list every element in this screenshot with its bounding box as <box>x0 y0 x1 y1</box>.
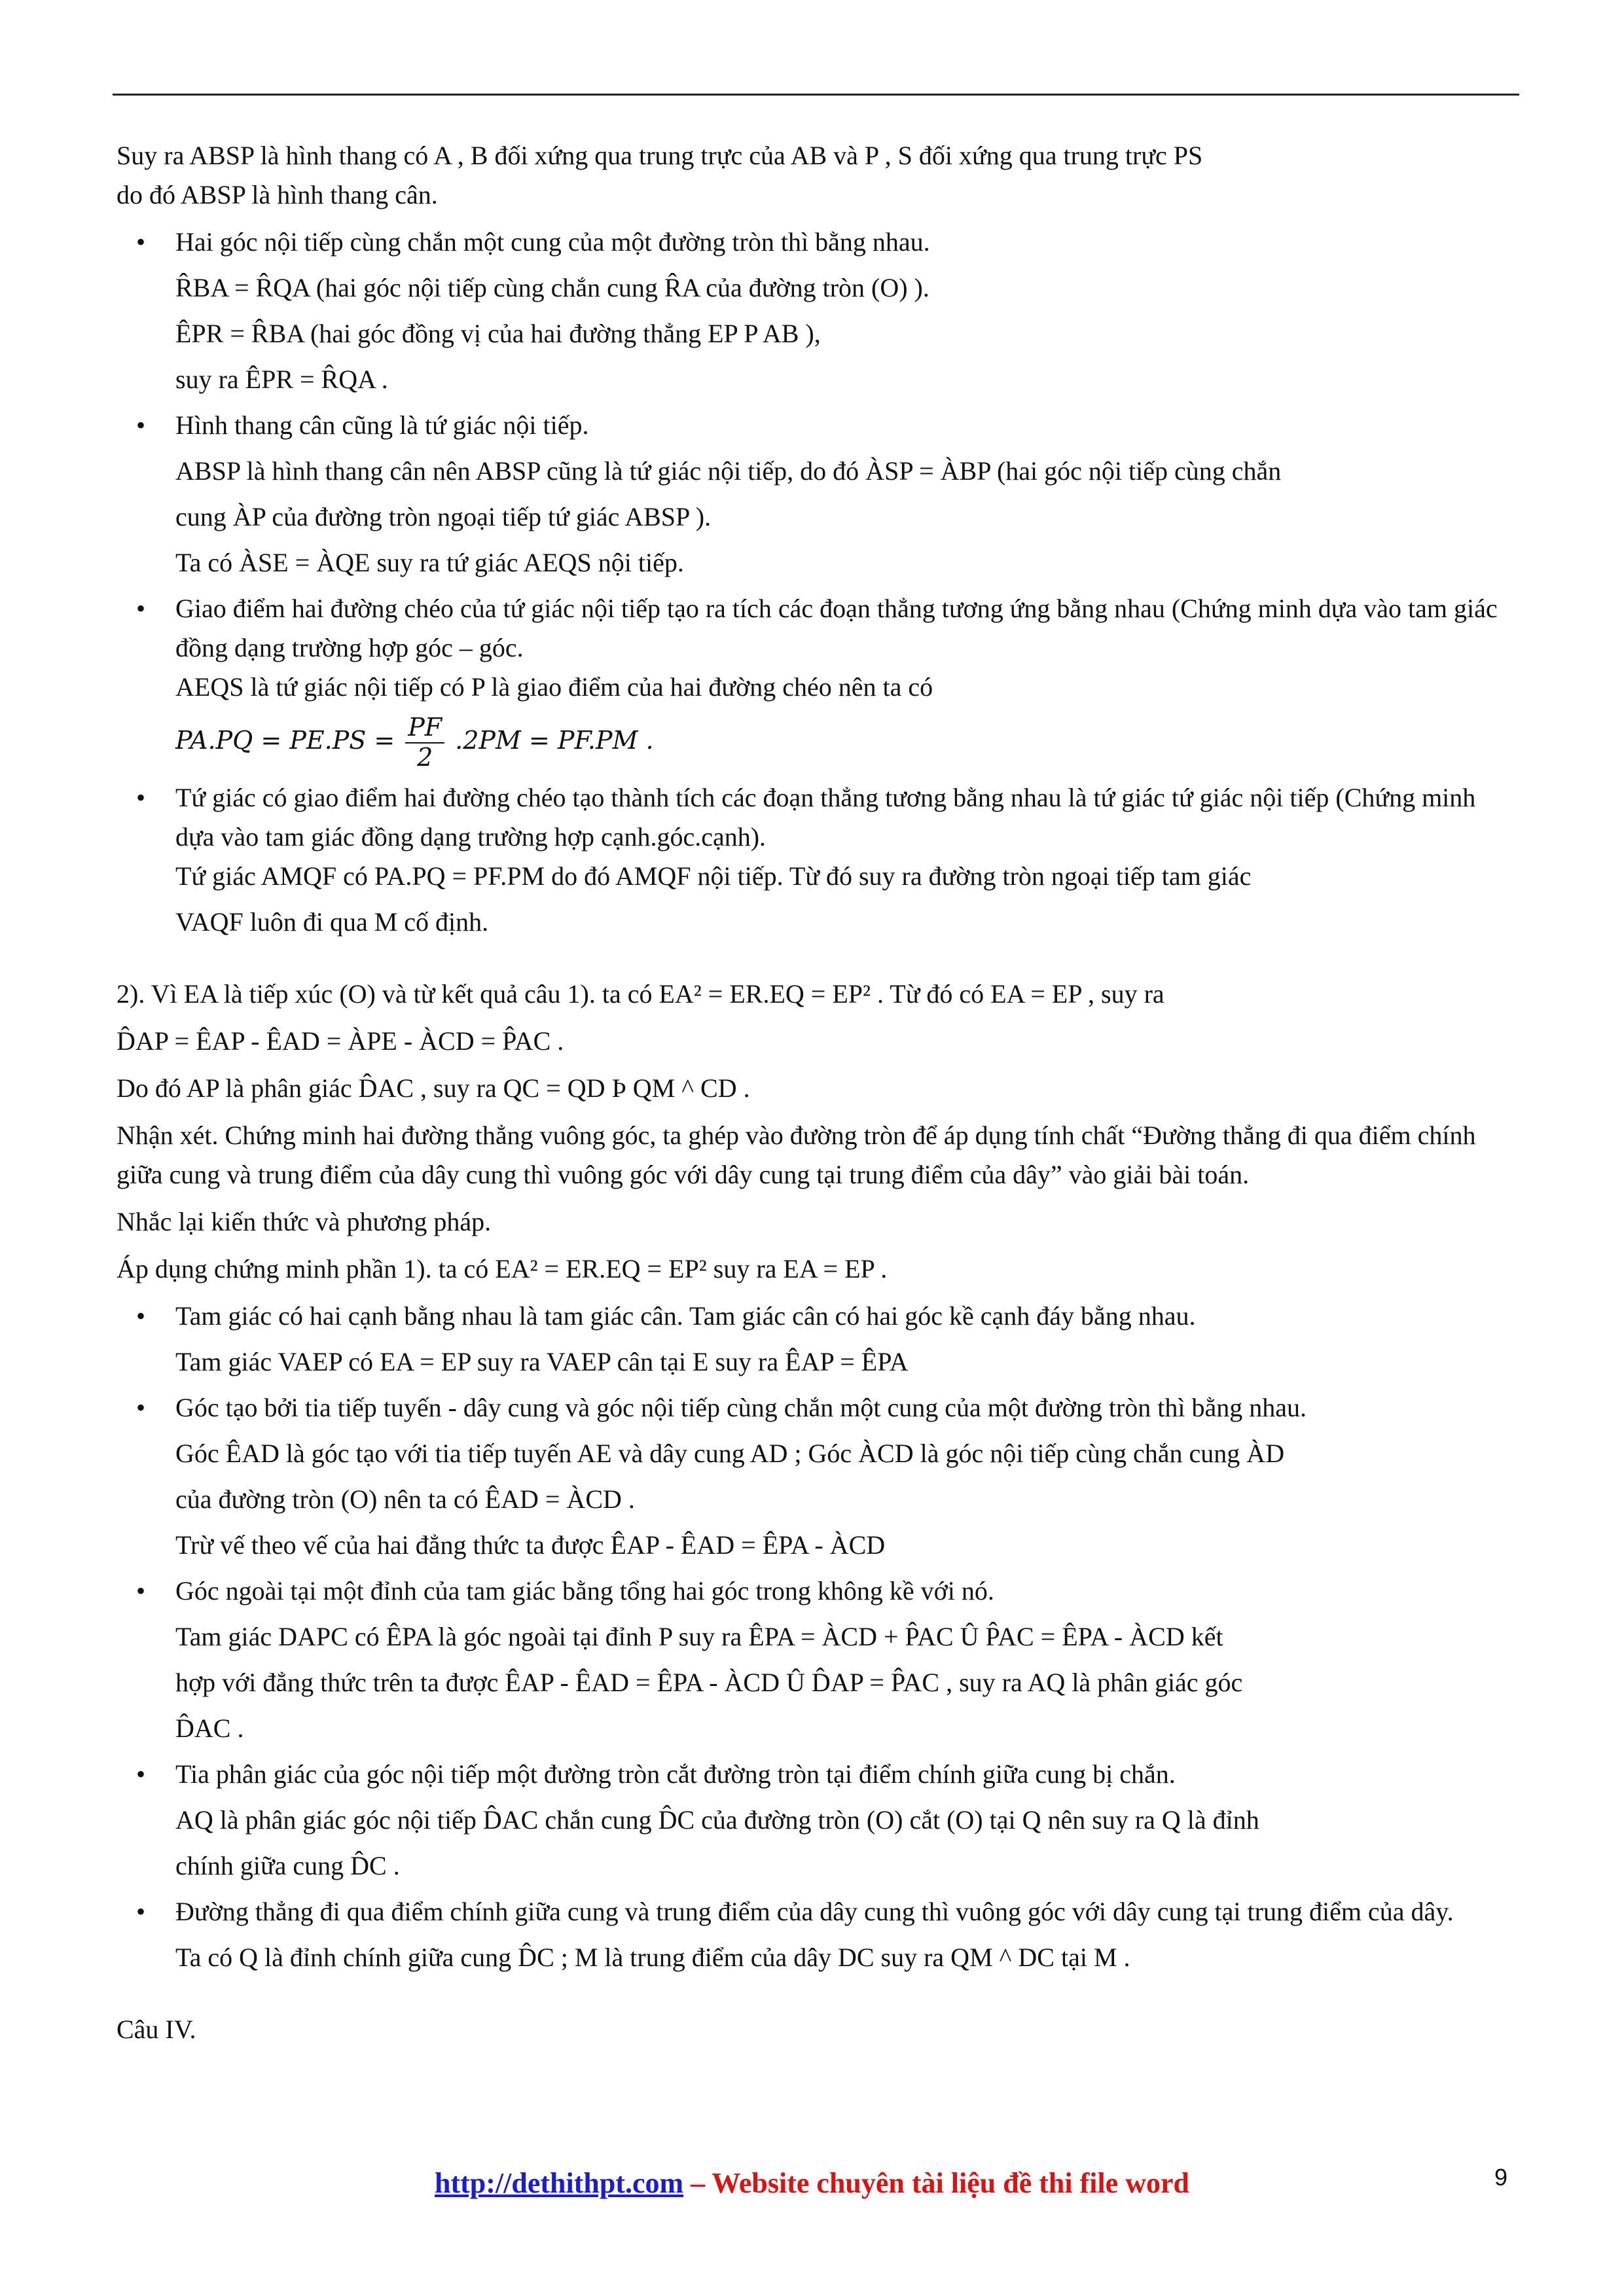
part2-apply: Áp dụng chứng minh phần 1). ta có EA² = ER.EQ = EP² suy ra EA = EP . <box>117 1254 888 1284</box>
header-rule <box>113 94 1519 96</box>
bullet-2-line2: cung ÀP của đường tròn ngoại tiếp tứ giác ABSP ). <box>175 502 712 531</box>
paragraph-1 <box>117 136 1519 215</box>
fraction <box>405 713 444 772</box>
bullet-9-text: • Đường thẳng đi qua điểm chính giữa cung và trung điểm của dây cung thì vuông góc với dây cung tại trung điểm của dây. <box>175 1897 1454 1927</box>
bullet-2-line1: ABSP là hình thang cân nên ABSP cũng là tứ giác nội tiếp, do đó ÀSP = ÀBP (hai góc nội tiếp cùng chắn <box>175 456 1282 486</box>
formula-suffix: .2PM = PF.PM . <box>455 725 654 755</box>
bullet-5-text: • Tam giác có hai cạnh bằng nhau là tam giác cân. Tam giác cân có hai góc kề cạnh đáy bằng nhau. <box>175 1301 1196 1331</box>
bullet-3-line1: AEQS là tứ giác nội tiếp có P là giao điểm của hai đường chéo nên ta có <box>175 672 933 702</box>
section-label: Câu IV. <box>117 2015 196 2045</box>
bullet-cyclic-quadrilateral <box>117 778 1519 942</box>
formula-prefix: PA.PQ = PE.PS = <box>175 725 395 755</box>
part2-line1: 2). Vì EA là tiếp xúc (O) và từ kết quả câu 1). ta có EA² = ER.EQ = EP² . Từ đó có EA = EP , suy ra <box>117 979 1164 1009</box>
bullet-3-formula <box>175 713 1519 772</box>
bullet-tangent-chord-angle <box>117 1388 1519 1565</box>
bullet-8-line1: AQ là phân giác góc nội tiếp D̂AC chắn cung D̂C của đường tròn (O) cắt (O) tại Q nên suy ra Q là đỉnh <box>175 1805 1259 1835</box>
bullet-7-line2: hợp với đẳng thức trên ta được ÊAP - ÊAD = ÊPA - ÀCD Û D̂AP = P̂AC , suy ra AQ là phân giác góc <box>175 1668 1243 1698</box>
bullet-6-line2: của đường tròn (O) nên ta có ÊAD = ÀCD . <box>175 1484 635 1515</box>
bullet-inscribed-angles <box>117 223 1519 399</box>
bullet-7-line3: D̂AC . <box>175 1713 244 1744</box>
bullet-8-line2: chính giữa cung D̂C . <box>175 1851 400 1881</box>
part2-line3: Do đó AP là phân giác D̂AC , suy ra QC = QD Þ QM ^ CD . <box>117 1073 750 1103</box>
bullet-2-text: • Hình thang cân cũng là tứ giác nội tiếp. <box>175 410 589 440</box>
bullet-1-line1: R̂BA = R̂QA (hai góc nội tiếp cùng chắn cung R̂A của đường tròn (O) ). <box>175 273 929 302</box>
bullet-1-line2: ÊPR = R̂BA (hai góc đồng vị của hai đường thẳng EP P AB ), <box>175 319 821 348</box>
bullet-6-line1: Góc ÊAD là góc tạo với tia tiếp tuyến AE và dây cung AD ; Góc ÀCD là góc nội tiếp cùng chắn cung ÀD <box>175 1439 1285 1469</box>
part2-remark: Nhận xét. Chứng minh hai đường thẳng vuông góc, ta ghép vào đường tròn để áp dụng tính chất “Đường thẳng đi qua điểm chính giữa cung và trung điểm của dây cung thì vuông góc với dây cung tại trung điểm của dây” vào giải bài toán. <box>117 1121 1476 1190</box>
bullet-2-line3: Ta có ÀSE = ÀQE suy ra tứ giác AEQS nội tiếp. <box>175 548 684 577</box>
bullet-list-1 <box>117 223 1519 942</box>
bullet-1-text: • Hai góc nội tiếp cùng chắn một cung của một đường tròn thì bằng nhau. <box>175 227 930 257</box>
bullet-9-line1: Ta có Q là đỉnh chính giữa cung D̂C ; M là trung điểm của dây DC suy ra QM ^ DC tại M . <box>175 1943 1130 1973</box>
bullet-diagonal-intersection <box>117 589 1519 772</box>
para1-line1: Suy ra ABSP là hình thang có A , B đối xứng qua trung trực của AB và P , S đối xứng qua trung trực PS <box>117 141 1203 170</box>
bullet-4-line1: Tứ giác AMQF có PA.PQ = PF.PM do đó AMQF nội tiếp. Từ đó suy ra đường tròn ngoại tiếp tam giác <box>175 861 1252 891</box>
bullet-6-text: • Góc tạo bởi tia tiếp tuyến - dây cung và góc nội tiếp cùng chắn một cung của một đường tròn thì bằng nhau. <box>175 1393 1307 1423</box>
bullet-isosceles-trapezoid <box>117 406 1519 583</box>
bullet-angle-bisector <box>117 1755 1519 1886</box>
bullet-3-text: • Giao điểm hai đường chéo của tứ giác nội tiếp tạo ra tích các đoạn thẳng tương ứng bằng nhau (Chứng minh dựa vào tam giác đồng dạng trường hợp góc – góc. <box>175 594 1498 662</box>
bullet-exterior-angle <box>117 1571 1519 1748</box>
footer-tagline: – Website chuyên tài liệu đề thi file word <box>683 2167 1189 2199</box>
bullet-8-text: • Tia phân giác của góc nội tiếp một đường tròn cắt đường tròn tại điểm chính giữa cung bị chắn. <box>175 1759 1176 1789</box>
bullet-4-line2: VAQF luôn đi qua M cố định. <box>175 907 489 937</box>
footer-link[interactable]: http://dethithpt.com <box>435 2167 684 2199</box>
part2-recall: Nhắc lại kiến thức và phương pháp. <box>117 1207 492 1237</box>
page-number: 9 <box>1494 2164 1508 2191</box>
bullet-7-text: • Góc ngoài tại một đỉnh của tam giác bằng tổng hai góc trong không kề với nó. <box>175 1576 994 1606</box>
document-body <box>117 136 1519 2057</box>
footer <box>0 2166 1624 2200</box>
bullet-4-text: • Tứ giác có giao điểm hai đường chéo tạo thành tích các đoạn thẳng tương bằng nhau là tứ giác tứ giác nội tiếp (Chứng minh dựa vào tam giác đồng dạng trường hợp cạnh.góc.cạnh). <box>175 783 1476 852</box>
bullet-7-line1: Tam giác DAPC có ÊPA là góc ngoài tại đỉnh P suy ra ÊPA = ÀCD + P̂AC Û P̂AC = ÊPA - ÀCD kết <box>175 1622 1223 1652</box>
part2-line2: D̂AP = ÊAP - ÊAD = ÀPE - ÀCD = P̂AC . <box>117 1026 564 1056</box>
para1-line2: do đó ABSP là hình thang cân. <box>117 180 438 209</box>
fraction-numerator: PF <box>405 713 444 744</box>
fraction-denominator: 2 <box>417 742 433 772</box>
bullet-perpendicular-chord <box>117 1892 1519 1977</box>
bullet-5-line1: Tam giác VAEP có EA = EP suy ra VAEP cân tại E suy ra ÊAP = ÊPA <box>175 1347 909 1377</box>
bullet-list-2 <box>117 1297 1519 1977</box>
bullet-isosceles-triangle <box>117 1297 1519 1382</box>
bullet-6-line3: Trừ vế theo vế của hai đẳng thức ta được ÊAP - ÊAD = ÊPA - ÀCD <box>175 1530 886 1560</box>
bullet-1-line3: suy ra ÊPR = R̂QA . <box>175 365 388 394</box>
